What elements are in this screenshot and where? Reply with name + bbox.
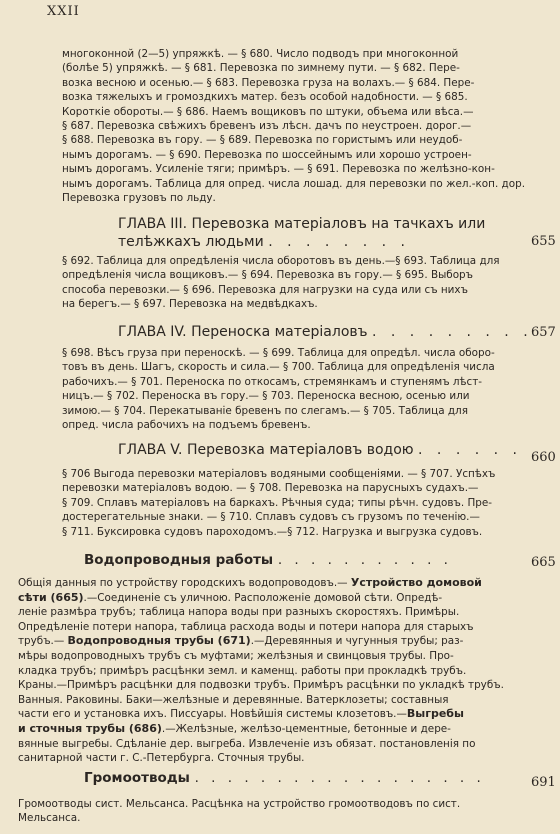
text-line: части его и установка ихъ. Писсуары. Новѣйшія системы клозетовъ.—Выгребы bbox=[18, 707, 464, 721]
page-number: XXII bbox=[47, 4, 80, 19]
leader-dots: . . . . . . . . bbox=[268, 234, 410, 250]
text-line: на берегъ.— § 697. Перевозка на медвѣдкахъ. bbox=[62, 298, 318, 311]
chapter-4-title: ГЛАВА IV. Переноска матеріаловъ bbox=[118, 324, 368, 340]
text-line: зимою.— § 704. Перекатываніе бревенъ по слегамъ.— § 705. Таблица для bbox=[62, 404, 468, 417]
text-line: § 711. Буксировка судовъ пароходомъ.—§ 712. Нагрузка и выгрузка судовъ. bbox=[62, 525, 483, 538]
text-line: Громоотводы сист. Мельсанса. Расцѣнка на устройство громоотводовъ по сист. bbox=[18, 798, 461, 810]
text-line: перевозки матеріаловъ водою. — § 708. Перевозка на парусныхъ судахъ.— bbox=[62, 482, 479, 495]
leader-dots: . . . . . . . . . . . . . . . . . . bbox=[194, 770, 485, 786]
text-line: мѣры водопроводныхъ трубъ съ муфтами; желѣзныя и свинцовыя трубы. Про- bbox=[18, 649, 454, 662]
chapter-4-heading bbox=[118, 323, 533, 341]
text-line: ницъ.— § 702. Переноска въ гору.— § 703. Переноска весною, осенью или bbox=[62, 390, 470, 403]
chapter-5-title: ГЛАВА V. Перевозка матеріаловъ водою bbox=[118, 442, 414, 458]
text-line: Перевозка грузовъ по льду. bbox=[62, 192, 216, 205]
chapter-3-heading-line2 bbox=[118, 233, 410, 251]
text-line: леніе размѣра трубъ; таблица напора воды при разныхъ скоростяхъ. Примѣры. bbox=[18, 606, 460, 619]
text-line: § 706 Выгода перевозки матеріаловъ водяными сообщеніями. — § 707. Успѣхъ bbox=[62, 468, 496, 480]
leader-dots: . . . . . . . . . bbox=[372, 324, 533, 340]
section-698-705-text bbox=[62, 346, 536, 432]
text-line: опред. числа рабочихъ на подъемъ бревенъ. bbox=[62, 419, 311, 432]
text-line: § 709. Сплавъ матеріаловъ на баркахъ. Рѣчныя суда; типы рѣчн. судовъ. Пре- bbox=[62, 496, 493, 509]
chapter-4-page: 657 bbox=[531, 325, 556, 340]
text-line: вянные выгребы. Сдѣланіе дер. выгреба. Извлеченіе изъ обязат. постановленія по bbox=[18, 737, 476, 750]
water-supply-heading bbox=[84, 552, 452, 568]
chapter-3-heading bbox=[118, 215, 485, 233]
chapter-5-page: 660 bbox=[531, 450, 556, 465]
text-line: трубъ.— Водопроводныя трубы (671).—Деревянныя и чугунныя трубы; раз- bbox=[18, 634, 464, 648]
lightning-rods-text bbox=[18, 797, 538, 826]
lightning-rods-page: 691 bbox=[531, 775, 556, 790]
water-supply-text bbox=[18, 576, 538, 766]
text-line: рабочихъ.— § 701. Переноска по откосамъ, стремянкамъ и ступенямъ лѣст- bbox=[62, 375, 482, 388]
chapter-3-title-line2: телѣжкахъ людьми bbox=[118, 234, 264, 250]
text-line: нымъ дорогамъ. Таблица для опред. числа лошад. для перевозки по жел.-коп. дор. bbox=[62, 177, 525, 190]
text-line: Ванныя. Раковины. Баки—желѣзные и деревянные. Ватерклозеты; составныя bbox=[18, 693, 449, 706]
text-line: § 687. Перевозка свѣжихъ бревенъ изъ лѣсн. дачъ по неустроен. дорог.— bbox=[62, 120, 472, 133]
leader-dots: . . . . . . bbox=[418, 442, 522, 458]
section-692-697-text bbox=[62, 254, 536, 312]
lightning-rods-title: Громоотводы bbox=[84, 770, 190, 786]
text-line: (болѣе 5) упряжкѣ. — § 681. Перевозка по зимнему пути. — § 682. Пере- bbox=[62, 62, 460, 75]
text-line: и сточныя трубы (686).—Желѣзные, желѣзо-цементные, бетонные и дере- bbox=[18, 721, 451, 735]
water-supply-page: 665 bbox=[531, 555, 556, 570]
text-line: товъ въ день. Шагъ, скорость и сила.— § 700. Таблица для опредѣленія числа bbox=[62, 361, 495, 374]
chapter-5-heading bbox=[118, 441, 522, 459]
lightning-rods-heading bbox=[84, 770, 485, 786]
text-line: способа перевозки.— § 696. Перевозка для нагрузки на суда или съ нихъ bbox=[62, 283, 468, 296]
text-line: нымъ дорогамъ. Усиленіе тяги; примѣръ. — § 691. Перевозка по желѣзно-кон- bbox=[62, 163, 495, 176]
text-line: возка весною и осенью.— § 683. Перевозка груза на волахъ.— § 684. Пере- bbox=[62, 76, 475, 89]
text-line: многоконной (2—5) упряжкѣ. — § 680. Число подводъ при многоконной bbox=[62, 48, 459, 60]
text-line: Короткіе обороты.— § 686. Наемъ вощиковъ по штуки, объема или вѣса.— bbox=[62, 105, 474, 118]
text-line: сѣти (665).—Соединеніе съ уличною. Расположеніе домовой сѣти. Опредѣ- bbox=[18, 590, 443, 604]
text-line: нымъ дорогамъ. — § 690. Перевозка по шоссейнымъ или хорошо устроен- bbox=[62, 148, 472, 161]
text-line: кладка трубъ; примѣръ расцѣнки земл. и каменщ. работы при прокладкѣ трубъ. bbox=[18, 664, 467, 677]
text-line: § 692. Таблица для опредѣленія числа оборотовъ въ день.—§ 693. Таблица для bbox=[62, 255, 500, 267]
leader-dots: . . . . . . . . . . . bbox=[277, 552, 452, 568]
section-706-712-text bbox=[62, 467, 536, 539]
text-line: § 698. Вѣсъ груза при переноскѣ. — § 699. Таблица для опредѣл. числа оборо- bbox=[62, 347, 495, 359]
water-supply-title: Водопроводныя работы bbox=[84, 552, 274, 568]
text-line: Общія данныя по устройству городскихъ водопроводовъ.— Устройство домовой bbox=[18, 576, 482, 589]
text-line: § 688. Перевозка въ гору. — § 689. Перевозка по гористымъ или неудоб- bbox=[62, 134, 463, 147]
text-line: санитарной части г. С.-Петербурга. Сточныя трубы. bbox=[18, 752, 305, 765]
text-line: возка тяжелыхъ и громоздкихъ матер. безъ особой надобности. — § 685. bbox=[62, 91, 468, 104]
chapter-3-page: 655 bbox=[531, 234, 556, 249]
text-line: Опредѣленіе потери напора, таблица расхода воды и потери напора для старыхъ bbox=[18, 620, 474, 633]
text-line: достерегательные знаки. — § 710. Сплавъ судовъ съ грузомъ по теченію.— bbox=[62, 511, 480, 524]
text-line: Краны.—Примѣръ расцѣнки для подвозки трубъ. Примѣръ расцѣнки по укладкѣ трубъ. bbox=[18, 679, 504, 692]
section-680-691-text bbox=[62, 47, 536, 205]
chapter-3-title-line1: ГЛАВА III. Перевозка матеріаловъ на тачкахъ или bbox=[118, 216, 486, 232]
text-line: опредѣленія числа вощиковъ.— § 694. Перевозка въ гору.— § 695. Выборъ bbox=[62, 269, 473, 282]
text-line: Мельсанса. bbox=[18, 812, 81, 825]
